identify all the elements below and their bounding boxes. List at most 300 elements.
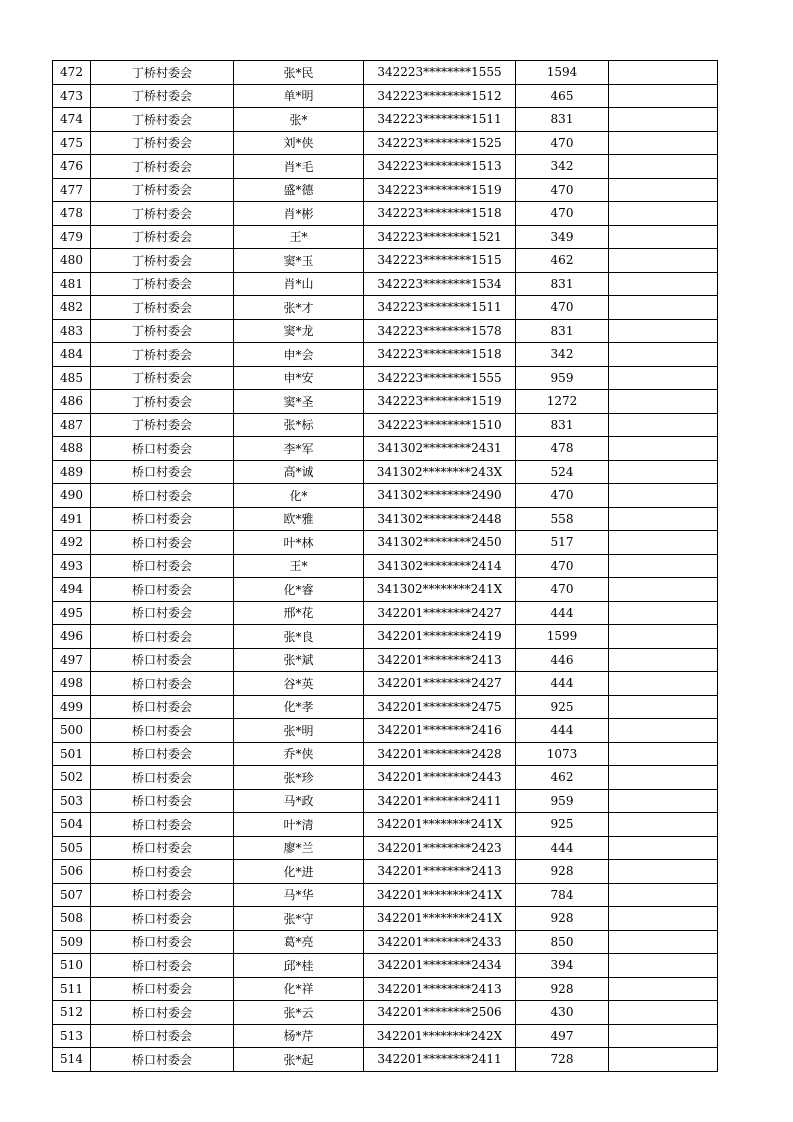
village-committee-cell: 桥口村委会 <box>91 625 234 649</box>
note-cell <box>609 249 718 273</box>
id-number-cell: 341302********2414 <box>364 554 516 578</box>
name-cell: 窦*玉 <box>234 249 364 273</box>
id-number-cell: 341302********2490 <box>364 484 516 508</box>
table-row <box>53 366 718 390</box>
table-row <box>53 883 718 907</box>
name-cell: 乔*侠 <box>234 742 364 766</box>
table-row <box>53 954 718 978</box>
village-committee-cell: 桥口村委会 <box>91 648 234 672</box>
note-cell <box>609 390 718 414</box>
amount-cell: 1073 <box>516 742 609 766</box>
row-number-cell: 496 <box>53 625 91 649</box>
id-number-cell: 342223********1515 <box>364 249 516 273</box>
note-cell <box>609 1001 718 1025</box>
id-number-cell: 342201********2443 <box>364 766 516 790</box>
row-number-cell: 488 <box>53 437 91 461</box>
amount-cell: 728 <box>516 1048 609 1072</box>
note-cell <box>609 272 718 296</box>
village-committee-cell: 桥口村委会 <box>91 954 234 978</box>
amount-cell: 444 <box>516 719 609 743</box>
note-cell <box>609 484 718 508</box>
table-row <box>53 531 718 555</box>
amount-cell: 558 <box>516 507 609 531</box>
table-row <box>53 390 718 414</box>
name-cell: 张*才 <box>234 296 364 320</box>
row-number-cell: 501 <box>53 742 91 766</box>
village-committee-cell: 桥口村委会 <box>91 531 234 555</box>
table-row <box>53 766 718 790</box>
name-cell: 化*祥 <box>234 977 364 1001</box>
id-number-cell: 342223********1513 <box>364 155 516 179</box>
row-number-cell: 484 <box>53 343 91 367</box>
row-number-cell: 481 <box>53 272 91 296</box>
row-number-cell: 503 <box>53 789 91 813</box>
table-row <box>53 296 718 320</box>
table-body <box>53 61 718 1072</box>
name-cell: 张*斌 <box>234 648 364 672</box>
name-cell: 张*良 <box>234 625 364 649</box>
village-committee-cell: 桥口村委会 <box>91 766 234 790</box>
name-cell: 欧*雅 <box>234 507 364 531</box>
name-cell: 马*华 <box>234 883 364 907</box>
name-cell: 张*珍 <box>234 766 364 790</box>
row-number-cell: 502 <box>53 766 91 790</box>
table-row <box>53 554 718 578</box>
name-cell: 申*会 <box>234 343 364 367</box>
village-committee-cell: 桥口村委会 <box>91 1048 234 1072</box>
village-committee-cell: 桥口村委会 <box>91 484 234 508</box>
table-row <box>53 460 718 484</box>
village-committee-cell: 丁桥村委会 <box>91 366 234 390</box>
note-cell <box>609 366 718 390</box>
name-cell: 张*标 <box>234 413 364 437</box>
amount-cell: 478 <box>516 437 609 461</box>
village-committee-cell: 丁桥村委会 <box>91 178 234 202</box>
name-cell: 叶*清 <box>234 813 364 837</box>
name-cell: 王* <box>234 554 364 578</box>
row-number-cell: 475 <box>53 131 91 155</box>
village-committee-cell: 丁桥村委会 <box>91 202 234 226</box>
note-cell <box>609 648 718 672</box>
name-cell: 化*孝 <box>234 695 364 719</box>
amount-cell: 470 <box>516 484 609 508</box>
amount-cell: 517 <box>516 531 609 555</box>
id-number-cell: 342223********1521 <box>364 225 516 249</box>
name-cell: 杨*芹 <box>234 1024 364 1048</box>
village-committee-cell: 丁桥村委会 <box>91 131 234 155</box>
note-cell <box>609 766 718 790</box>
amount-cell: 394 <box>516 954 609 978</box>
id-number-cell: 342201********242X <box>364 1024 516 1048</box>
table-row <box>53 719 718 743</box>
id-number-cell: 342201********2413 <box>364 860 516 884</box>
amount-cell: 850 <box>516 930 609 954</box>
row-number-cell: 509 <box>53 930 91 954</box>
amount-cell: 831 <box>516 413 609 437</box>
amount-cell: 831 <box>516 319 609 343</box>
note-cell <box>609 343 718 367</box>
note-cell <box>609 836 718 860</box>
village-committee-cell: 丁桥村委会 <box>91 390 234 414</box>
row-number-cell: 477 <box>53 178 91 202</box>
note-cell <box>609 930 718 954</box>
name-cell: 邢*花 <box>234 601 364 625</box>
amount-cell: 342 <box>516 343 609 367</box>
note-cell <box>609 672 718 696</box>
id-number-cell: 342201********2411 <box>364 789 516 813</box>
id-number-cell: 342201********241X <box>364 883 516 907</box>
note-cell <box>609 907 718 931</box>
note-cell <box>609 860 718 884</box>
note-cell <box>609 742 718 766</box>
id-number-cell: 342201********2413 <box>364 648 516 672</box>
amount-cell: 959 <box>516 789 609 813</box>
note-cell <box>609 131 718 155</box>
amount-cell: 470 <box>516 131 609 155</box>
table-row <box>53 977 718 1001</box>
table-row <box>53 249 718 273</box>
name-cell: 李*军 <box>234 437 364 461</box>
table-row <box>53 860 718 884</box>
amount-cell: 1594 <box>516 61 609 85</box>
village-committee-cell: 桥口村委会 <box>91 742 234 766</box>
village-committee-cell: 桥口村委会 <box>91 977 234 1001</box>
note-cell <box>609 437 718 461</box>
note-cell <box>609 178 718 202</box>
id-number-cell: 341302********241X <box>364 578 516 602</box>
id-number-cell: 342223********1555 <box>364 366 516 390</box>
village-committee-cell: 丁桥村委会 <box>91 319 234 343</box>
amount-cell: 470 <box>516 202 609 226</box>
id-number-cell: 341302********2450 <box>364 531 516 555</box>
row-number-cell: 505 <box>53 836 91 860</box>
name-cell: 葛*亮 <box>234 930 364 954</box>
amount-cell: 784 <box>516 883 609 907</box>
village-committee-cell: 桥口村委会 <box>91 437 234 461</box>
name-cell: 谷*英 <box>234 672 364 696</box>
id-number-cell: 342223********1519 <box>364 178 516 202</box>
table-row <box>53 84 718 108</box>
village-committee-cell: 丁桥村委会 <box>91 61 234 85</box>
table-row <box>53 131 718 155</box>
table-row <box>53 272 718 296</box>
amount-cell: 430 <box>516 1001 609 1025</box>
village-committee-cell: 桥口村委会 <box>91 601 234 625</box>
id-number-cell: 341302********243X <box>364 460 516 484</box>
id-number-cell: 342223********1519 <box>364 390 516 414</box>
note-cell <box>609 578 718 602</box>
note-cell <box>609 954 718 978</box>
village-committee-cell: 桥口村委会 <box>91 1024 234 1048</box>
name-cell: 肖*山 <box>234 272 364 296</box>
name-cell: 肖*彬 <box>234 202 364 226</box>
id-number-cell: 342223********1534 <box>364 272 516 296</box>
table-row <box>53 178 718 202</box>
row-number-cell: 491 <box>53 507 91 531</box>
name-cell: 申*安 <box>234 366 364 390</box>
village-committee-cell: 丁桥村委会 <box>91 84 234 108</box>
amount-cell: 349 <box>516 225 609 249</box>
note-cell <box>609 554 718 578</box>
amount-cell: 444 <box>516 836 609 860</box>
id-number-cell: 342201********241X <box>364 813 516 837</box>
table-row <box>53 789 718 813</box>
id-number-cell: 342223********1511 <box>364 296 516 320</box>
note-cell <box>609 813 718 837</box>
row-number-cell: 507 <box>53 883 91 907</box>
row-number-cell: 474 <box>53 108 91 132</box>
row-number-cell: 489 <box>53 460 91 484</box>
note-cell <box>609 1024 718 1048</box>
table-row <box>53 672 718 696</box>
table-row <box>53 437 718 461</box>
row-number-cell: 478 <box>53 202 91 226</box>
table-row <box>53 507 718 531</box>
name-cell: 张*起 <box>234 1048 364 1072</box>
id-number-cell: 342201********2428 <box>364 742 516 766</box>
id-number-cell: 342223********1525 <box>364 131 516 155</box>
name-cell: 张*明 <box>234 719 364 743</box>
village-committee-cell: 桥口村委会 <box>91 507 234 531</box>
id-number-cell: 342201********2419 <box>364 625 516 649</box>
table-row <box>53 155 718 179</box>
name-cell: 化*进 <box>234 860 364 884</box>
village-committee-cell: 丁桥村委会 <box>91 296 234 320</box>
row-number-cell: 479 <box>53 225 91 249</box>
note-cell <box>609 507 718 531</box>
table-row <box>53 343 718 367</box>
amount-cell: 470 <box>516 578 609 602</box>
name-cell: 窦*圣 <box>234 390 364 414</box>
village-committee-cell: 桥口村委会 <box>91 554 234 578</box>
row-number-cell: 490 <box>53 484 91 508</box>
row-number-cell: 483 <box>53 319 91 343</box>
amount-cell: 928 <box>516 860 609 884</box>
id-number-cell: 342201********2434 <box>364 954 516 978</box>
row-number-cell: 512 <box>53 1001 91 1025</box>
village-committee-cell: 丁桥村委会 <box>91 155 234 179</box>
row-number-cell: 492 <box>53 531 91 555</box>
amount-cell: 342 <box>516 155 609 179</box>
village-committee-cell: 丁桥村委会 <box>91 108 234 132</box>
row-number-cell: 511 <box>53 977 91 1001</box>
note-cell <box>609 202 718 226</box>
name-cell: 单*明 <box>234 84 364 108</box>
amount-cell: 470 <box>516 178 609 202</box>
table-row <box>53 61 718 85</box>
amount-cell: 462 <box>516 249 609 273</box>
row-number-cell: 498 <box>53 672 91 696</box>
row-number-cell: 480 <box>53 249 91 273</box>
row-number-cell: 487 <box>53 413 91 437</box>
village-committee-cell: 丁桥村委会 <box>91 343 234 367</box>
table-row <box>53 625 718 649</box>
table-row <box>53 836 718 860</box>
id-number-cell: 342223********1518 <box>364 343 516 367</box>
note-cell <box>609 460 718 484</box>
name-cell: 化* <box>234 484 364 508</box>
note-cell <box>609 695 718 719</box>
note-cell <box>609 977 718 1001</box>
village-committee-cell: 桥口村委会 <box>91 883 234 907</box>
table-row <box>53 813 718 837</box>
name-cell: 刘*侠 <box>234 131 364 155</box>
row-number-cell: 494 <box>53 578 91 602</box>
village-committee-cell: 桥口村委会 <box>91 460 234 484</box>
id-number-cell: 342223********1511 <box>364 108 516 132</box>
id-number-cell: 342223********1578 <box>364 319 516 343</box>
table-row <box>53 108 718 132</box>
amount-cell: 444 <box>516 601 609 625</box>
table-row <box>53 601 718 625</box>
row-number-cell: 493 <box>53 554 91 578</box>
amount-cell: 470 <box>516 296 609 320</box>
village-committee-cell: 桥口村委会 <box>91 719 234 743</box>
table-row <box>53 695 718 719</box>
row-number-cell: 472 <box>53 61 91 85</box>
village-committee-cell: 丁桥村委会 <box>91 225 234 249</box>
id-number-cell: 341302********2431 <box>364 437 516 461</box>
village-committee-cell: 丁桥村委会 <box>91 249 234 273</box>
name-cell: 高*诚 <box>234 460 364 484</box>
name-cell: 张* <box>234 108 364 132</box>
village-committee-cell: 桥口村委会 <box>91 836 234 860</box>
id-number-cell: 342201********2413 <box>364 977 516 1001</box>
row-number-cell: 497 <box>53 648 91 672</box>
row-number-cell: 506 <box>53 860 91 884</box>
row-number-cell: 513 <box>53 1024 91 1048</box>
note-cell <box>609 155 718 179</box>
amount-cell: 831 <box>516 272 609 296</box>
id-number-cell: 342201********2423 <box>364 836 516 860</box>
row-number-cell: 499 <box>53 695 91 719</box>
note-cell <box>609 719 718 743</box>
note-cell <box>609 531 718 555</box>
name-cell: 张*云 <box>234 1001 364 1025</box>
row-number-cell: 508 <box>53 907 91 931</box>
id-number-cell: 342223********1555 <box>364 61 516 85</box>
amount-cell: 497 <box>516 1024 609 1048</box>
table-row <box>53 578 718 602</box>
row-number-cell: 504 <box>53 813 91 837</box>
name-cell: 化*睿 <box>234 578 364 602</box>
village-committee-cell: 桥口村委会 <box>91 578 234 602</box>
table-row <box>53 319 718 343</box>
id-number-cell: 342223********1512 <box>364 84 516 108</box>
table-row <box>53 648 718 672</box>
name-cell: 叶*林 <box>234 531 364 555</box>
note-cell <box>609 296 718 320</box>
row-number-cell: 485 <box>53 366 91 390</box>
village-committee-cell: 桥口村委会 <box>91 695 234 719</box>
name-cell: 肖*毛 <box>234 155 364 179</box>
amount-cell: 1272 <box>516 390 609 414</box>
note-cell <box>609 625 718 649</box>
name-cell: 邱*桂 <box>234 954 364 978</box>
name-cell: 窦*龙 <box>234 319 364 343</box>
id-number-cell: 342201********2506 <box>364 1001 516 1025</box>
table-row <box>53 1048 718 1072</box>
id-number-cell: 342201********2416 <box>364 719 516 743</box>
id-number-cell: 342223********1518 <box>364 202 516 226</box>
name-cell: 盛*德 <box>234 178 364 202</box>
table-row <box>53 907 718 931</box>
row-number-cell: 486 <box>53 390 91 414</box>
village-committee-cell: 桥口村委会 <box>91 672 234 696</box>
note-cell <box>609 789 718 813</box>
id-number-cell: 342223********1510 <box>364 413 516 437</box>
id-number-cell: 342201********2427 <box>364 672 516 696</box>
amount-cell: 925 <box>516 813 609 837</box>
amount-cell: 462 <box>516 766 609 790</box>
amount-cell: 446 <box>516 648 609 672</box>
table-row <box>53 1001 718 1025</box>
note-cell <box>609 225 718 249</box>
row-number-cell: 476 <box>53 155 91 179</box>
village-committee-cell: 桥口村委会 <box>91 789 234 813</box>
village-committee-cell: 丁桥村委会 <box>91 413 234 437</box>
table-row <box>53 742 718 766</box>
name-cell: 张*守 <box>234 907 364 931</box>
id-number-cell: 342201********2411 <box>364 1048 516 1072</box>
name-cell: 王* <box>234 225 364 249</box>
note-cell <box>609 413 718 437</box>
row-number-cell: 500 <box>53 719 91 743</box>
id-number-cell: 342201********2433 <box>364 930 516 954</box>
row-number-cell: 510 <box>53 954 91 978</box>
note-cell <box>609 883 718 907</box>
note-cell <box>609 319 718 343</box>
note-cell <box>609 84 718 108</box>
village-committee-cell: 桥口村委会 <box>91 1001 234 1025</box>
row-number-cell: 482 <box>53 296 91 320</box>
amount-cell: 465 <box>516 84 609 108</box>
row-number-cell: 473 <box>53 84 91 108</box>
amount-cell: 928 <box>516 977 609 1001</box>
amount-cell: 959 <box>516 366 609 390</box>
amount-cell: 831 <box>516 108 609 132</box>
table-row <box>53 484 718 508</box>
id-number-cell: 342201********241X <box>364 907 516 931</box>
amount-cell: 524 <box>516 460 609 484</box>
table-row <box>53 413 718 437</box>
row-number-cell: 495 <box>53 601 91 625</box>
village-committee-cell: 桥口村委会 <box>91 813 234 837</box>
id-number-cell: 342201********2475 <box>364 695 516 719</box>
table-row <box>53 225 718 249</box>
note-cell <box>609 601 718 625</box>
village-committee-cell: 桥口村委会 <box>91 907 234 931</box>
row-number-cell: 514 <box>53 1048 91 1072</box>
id-number-cell: 342201********2427 <box>364 601 516 625</box>
amount-cell: 1599 <box>516 625 609 649</box>
table-row <box>53 1024 718 1048</box>
table-row <box>53 930 718 954</box>
amount-cell: 470 <box>516 554 609 578</box>
note-cell <box>609 108 718 132</box>
name-cell: 张*民 <box>234 61 364 85</box>
note-cell <box>609 61 718 85</box>
village-committee-cell: 桥口村委会 <box>91 860 234 884</box>
id-number-cell: 341302********2448 <box>364 507 516 531</box>
table-row <box>53 202 718 226</box>
amount-cell: 444 <box>516 672 609 696</box>
name-cell: 廖*兰 <box>234 836 364 860</box>
village-committee-cell: 丁桥村委会 <box>91 272 234 296</box>
note-cell <box>609 1048 718 1072</box>
amount-cell: 928 <box>516 907 609 931</box>
village-committee-cell: 桥口村委会 <box>91 930 234 954</box>
